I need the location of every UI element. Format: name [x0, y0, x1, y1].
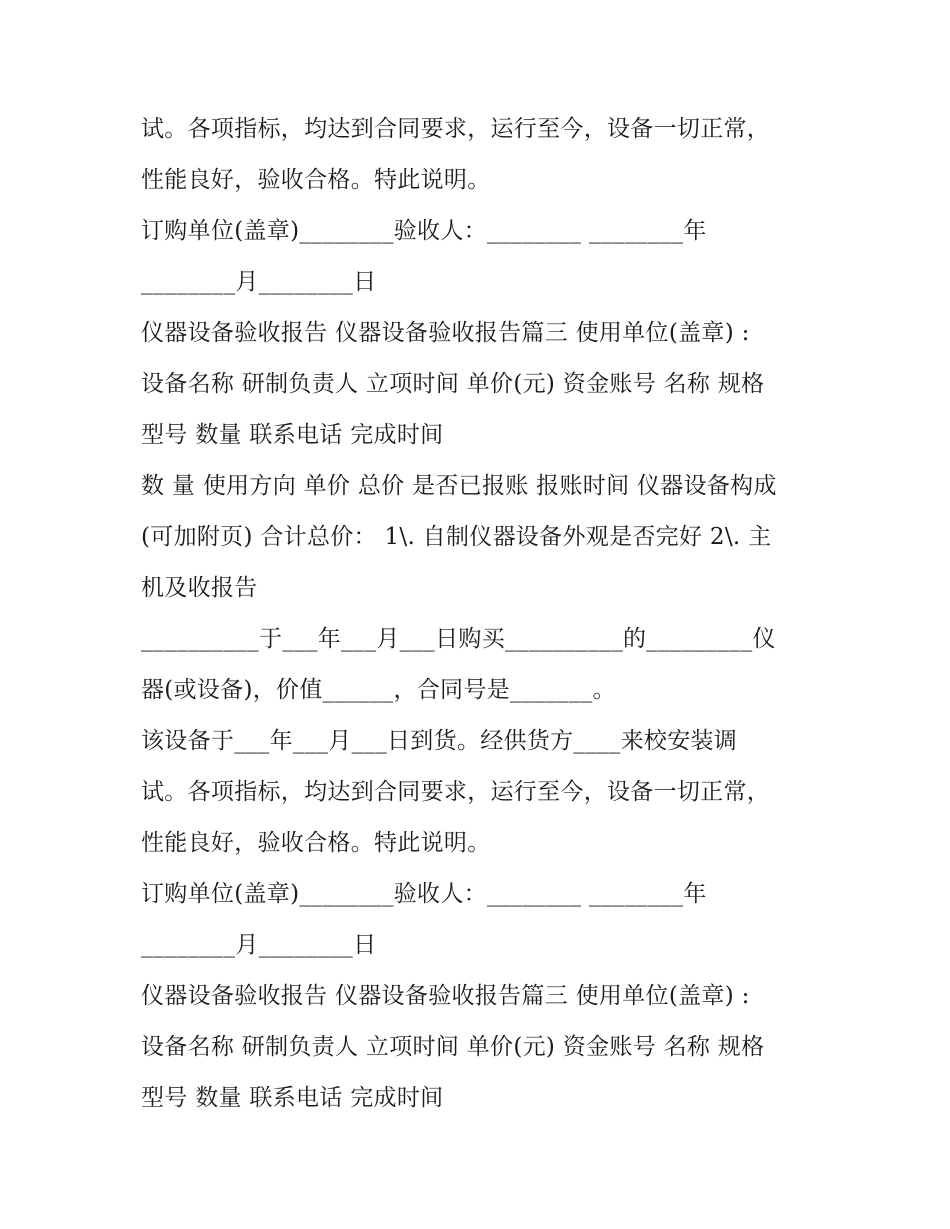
text-line: 器(或设备)，价值______，合同号是_______。 — [141, 677, 616, 703]
text-line: 型号 数量 联系电话 完成时间 — [141, 422, 444, 448]
text-line: 设备名称 研制负责人 立项时间 单价(元) 资金账号 名称 规格 — [141, 1034, 765, 1060]
document-body — [141, 104, 821, 1124]
text-line: 该设备于___年___月___日到货。经供货方____来校安装调 — [141, 728, 738, 754]
text-line: 性能良好，验收合格。特此说明。 — [141, 830, 491, 856]
text-line: 机及收报告 — [141, 575, 258, 601]
text-line: (可加附页) 合计总价： 1\. 自制仪器设备外观是否完好 2\. 主 — [141, 524, 772, 550]
text-line: __________于___年___月___日购买__________的_________仪 — [141, 626, 776, 652]
text-line: 仪器设备验收报告 仪器设备验收报告篇三 使用单位(盖章) : — [141, 320, 750, 346]
text-line: 试。各项指标，均达到合同要求，运行至今，设备一切正常， — [141, 116, 771, 142]
text-line: 仪器设备验收报告 仪器设备验收报告篇三 使用单位(盖章) : — [141, 983, 750, 1009]
text-line: 试。各项指标，均达到合同要求，运行至今，设备一切正常， — [141, 779, 771, 805]
text-line: 订购单位(盖章)________验收人：________ ________年 — [141, 218, 707, 244]
text-line: 性能良好，验收合格。特此说明。 — [141, 167, 491, 193]
text-line: ________月________日 — [141, 932, 377, 958]
text-line: 型号 数量 联系电话 完成时间 — [141, 1085, 444, 1111]
text-line: ________月________日 — [141, 269, 377, 295]
text-line: 订购单位(盖章)________验收人：________ ________年 — [141, 881, 707, 907]
text-line: 数 量 使用方向 单价 总价 是否已报账 报账时间 仪器设备构成 — [141, 473, 777, 499]
text-line: 设备名称 研制负责人 立项时间 单价(元) 资金账号 名称 规格 — [141, 371, 765, 397]
